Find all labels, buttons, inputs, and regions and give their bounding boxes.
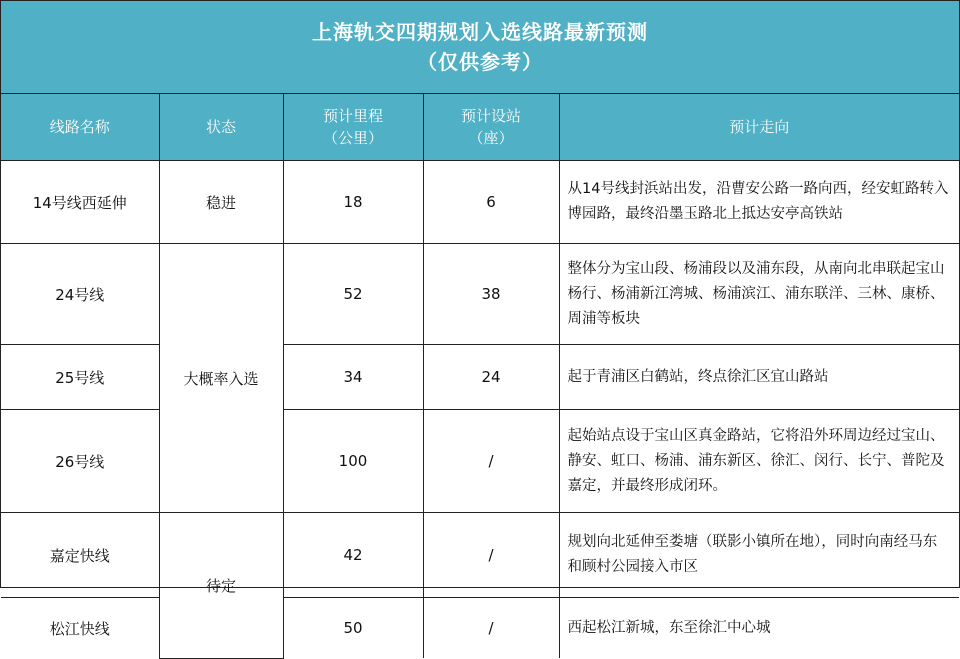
line-length: 34 [283,345,423,410]
line-name: 24号线 [1,244,159,345]
page-title: 上海轨交四期规划入选线路最新预测 [312,20,648,44]
line-length: 18 [283,161,423,244]
table-row [1,598,959,659]
line-status: 待定 [159,513,283,659]
header-stations-line2: （座） [468,129,514,147]
line-direction: 整体分为宝山段、杨浦段以及浦东段，从南向北串联起宝山杨行、杨浦新江湾城、杨浦滨江、浦东联洋、三林、康桥、周浦等板块 [559,244,959,345]
line-name: 26号线 [1,410,159,513]
line-name: 松江快线 [1,598,159,659]
header-direction: 预计走向 [559,94,959,161]
line-stations: / [423,513,559,598]
table-row [1,513,959,598]
line-stations: / [423,410,559,513]
header-length [283,94,423,161]
line-length: 50 [283,598,423,659]
line-direction: 从14号线封浜站出发，沿曹安公路一路向西，经安虹路转入博园路，最终沿墨玉路北上抵达安亭高铁站 [559,161,959,244]
line-name: 25号线 [1,345,159,410]
line-stations: 6 [423,161,559,244]
table-row [1,161,959,244]
line-stations: / [423,598,559,659]
line-stations: 24 [423,345,559,410]
line-direction: 规划向北延伸至娄塘（联影小镇所在地），同时向南经马东和顾村公园接入市区 [559,513,959,598]
header-name: 线路名称 [1,94,159,161]
line-status: 稳进 [159,161,283,244]
line-length: 42 [283,513,423,598]
line-length: 52 [283,244,423,345]
page-subtitle: （仅供参考） [417,50,543,74]
table-row [1,345,959,410]
line-length: 100 [283,410,423,513]
header-length-line2: （公里） [322,129,383,147]
line-direction: 起始站点设于宝山区真金路站，它将沿外环周边经过宝山、静安、虹口、杨浦、浦东新区、徐汇、闵行、长宁、普陀及嘉定，并最终形成闭环。 [559,410,959,513]
header-status: 状态 [159,94,283,161]
table-header-row [1,94,959,161]
title-banner [1,1,959,94]
header-stations [423,94,559,161]
line-direction: 西起松江新城，东至徐汇中心城 [559,598,959,659]
line-stations: 38 [423,244,559,345]
table-row [1,244,959,345]
line-name: 14号线西延伸 [1,161,159,244]
table-row [1,410,959,513]
header-length-line1: 预计里程 [322,107,383,125]
header-stations-line1: 预计设站 [460,107,521,125]
line-name: 嘉定快线 [1,513,159,598]
lines-table [1,93,959,659]
line-direction: 起于青浦区白鹤站，终点徐汇区宜山路站 [559,345,959,410]
line-status: 大概率入选 [159,244,283,513]
